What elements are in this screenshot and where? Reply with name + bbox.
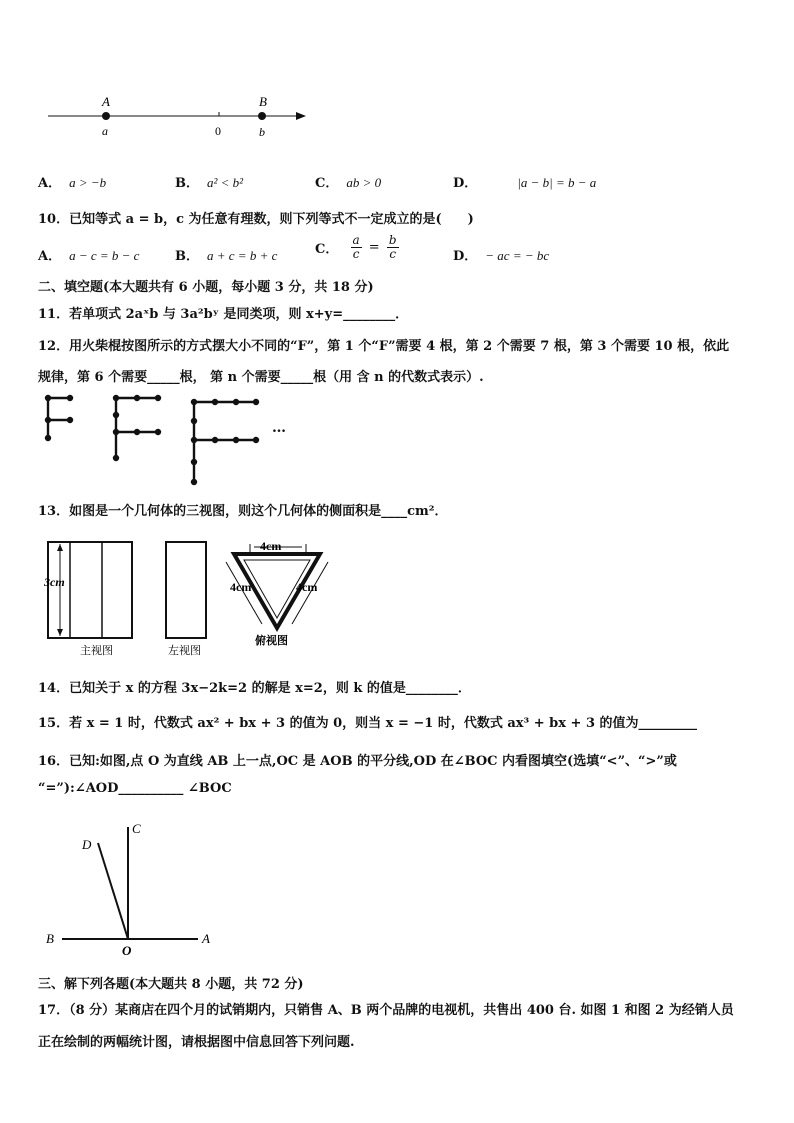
- q9-option-a: A． a > −b: [38, 175, 107, 191]
- matchstick-f-figure: [40, 392, 300, 488]
- left-view-caption: 左视图: [168, 645, 201, 657]
- top-left-label: 4cm: [230, 580, 252, 594]
- q15-text: 15．若 x = 1 时，代数式 ax² + bx + 3 的值为 0，则当 x = −1 时，代数式 ax³ + bx + 3 的值为_________: [38, 716, 698, 731]
- section-2-heading: 二、填空题(本大题共有 6 小题，每小题 3 分，共 18 分): [38, 280, 374, 295]
- q12-line1: 12．用火柴棍按图所示的方式摆大小不同的“F”，第 1 个“F”需要 4 根，第 2 个需要 7 根，第 3 个需要 10 根，依此: [38, 339, 730, 354]
- front-view: [48, 542, 132, 638]
- section-3-heading: 三、解下列各题(本大题共 8 小题，共 72 分): [38, 977, 304, 992]
- label-b: B: [46, 931, 54, 946]
- q10-option-d: D． − ac = − bc: [453, 248, 550, 264]
- label-d: D: [82, 837, 92, 852]
- left-view: [166, 542, 206, 638]
- q16-line1: 16．已知:如图,点 O 为直线 AB 上一点,OC 是 AOB 的平分线,OD 在∠BOC 内看图填空(选填“<”、“>”或: [38, 754, 677, 769]
- q13-text: 13．如图是一个几何体的三视图，则这个几何体的侧面积是____cm²．: [38, 504, 448, 519]
- q17-line1: 17．（8 分）某商店在四个月的试销期内，只销售 A、B 两个品牌的电视机，共售出 400 台. 如图 1 和图 2 为经销人员: [38, 1003, 734, 1018]
- ray-od: [98, 843, 128, 939]
- q10-stem: 10．已知等式 a = b，c 为任意有理数，则下列等式不一定成立的是( ): [38, 212, 474, 227]
- q9-option-b: B． a² < b²: [175, 175, 244, 191]
- angle-figure: [42, 815, 222, 959]
- front-height-label: 3cm: [44, 575, 65, 589]
- q14-text: 14．已知关于 x 的方程 3x−2k=2 的解是 x=2，则 k 的值是________．: [38, 681, 471, 696]
- point-b-dot: [258, 112, 266, 120]
- number-line-figure: [44, 90, 316, 142]
- q11-text: 11．若单项式 2aˣb 与 3a²bʸ 是同类项，则 x+y=________．: [38, 307, 409, 322]
- label-c: C: [132, 821, 141, 836]
- q16-line2: “=”):∠AOD__________ ∠BOC: [38, 781, 232, 796]
- top-right-label: 4cm: [296, 580, 318, 594]
- label-a: A: [202, 931, 210, 946]
- q12-line2: 规律，第 6 个需要_____根， 第 n 个需要_____根（用 含 n 的代数式表示）.: [38, 370, 484, 385]
- three-views-figure: [44, 536, 334, 660]
- q10-option-b: B． a + c = b + c: [175, 248, 278, 264]
- arrow-right-icon: [296, 112, 306, 120]
- point-a-label: A: [102, 94, 110, 109]
- value-a-label: a: [102, 124, 108, 138]
- zero-label: 0: [215, 124, 221, 138]
- matchstick-ellipsis: …: [272, 420, 286, 436]
- top-width-label: 4cm: [260, 539, 282, 553]
- point-a-dot: [102, 112, 110, 120]
- top-view-caption: 俯视图: [255, 635, 288, 647]
- q10-option-c: C． $\frac{a}{c}$ = $\frac{b}{c}$: [315, 233, 397, 261]
- value-b-label: b: [259, 125, 265, 139]
- q9-option-d: D． |a − b| = b − a: [453, 175, 597, 191]
- label-o: O: [122, 943, 132, 958]
- q17-line2: 正在绘制的两幅统计图，请根据图中信息回答下列问题.: [38, 1035, 355, 1050]
- point-b-label: B: [259, 94, 267, 109]
- q10-option-a: A． a − c = b − c: [38, 248, 140, 264]
- fraction-b-over-c: $\frac{b}{c}$: [388, 233, 397, 261]
- fraction-a-over-c: $\frac{a}{c}$: [352, 233, 360, 261]
- q9-option-c: C． ab > 0: [315, 175, 382, 191]
- front-view-caption: 主视图: [80, 645, 113, 657]
